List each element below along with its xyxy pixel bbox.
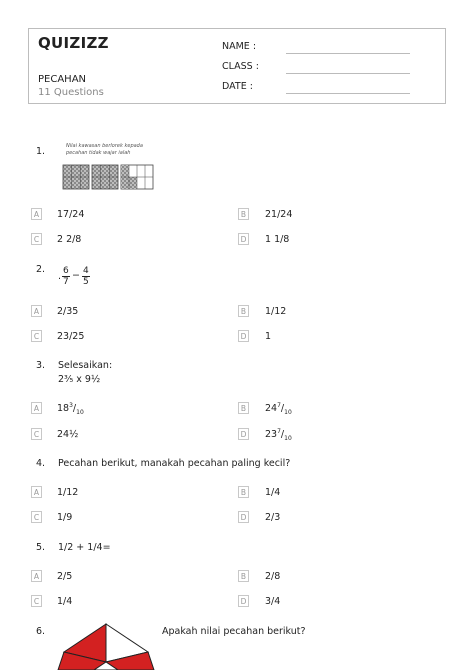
question-text: 1/2 + 1/4= — [58, 542, 111, 553]
option-letter-b[interactable]: B — [238, 208, 249, 220]
option-d-text[interactable]: 1 — [265, 331, 272, 342]
instruction-line: pecahan tidak wajar ialah — [66, 150, 131, 156]
question-number: 4. — [36, 458, 46, 469]
numerator: 7 — [277, 428, 281, 435]
shaded-grid-figure — [62, 164, 154, 190]
option-c-text[interactable]: 1/4 — [57, 596, 73, 607]
instruction-line: Nilai kawasan berlorek kepada — [66, 143, 143, 149]
option-d-text[interactable]: 2/3 — [265, 512, 281, 523]
option-d-text[interactable]: 3/4 — [265, 596, 281, 607]
class-label: CLASS : — [222, 61, 259, 72]
minus-operator: − — [72, 270, 80, 281]
fraction-1-numerator: 6 — [63, 266, 69, 276]
option-letter-d[interactable]: D — [238, 511, 249, 523]
quizizz-logo: QUIZIZZ — [38, 34, 109, 52]
worksheet-title: PECAHAN — [38, 74, 87, 85]
question-text: Selesaikan: — [58, 360, 113, 371]
fraction-2-denominator: 5 — [83, 277, 89, 287]
whole-part: 18 — [57, 403, 70, 415]
option-letter-c[interactable]: C — [31, 595, 42, 607]
whole-part: 24 — [265, 403, 278, 415]
option-letter-a[interactable]: A — [31, 305, 42, 317]
name-field[interactable] — [286, 53, 410, 54]
option-letter-c[interactable]: C — [31, 330, 42, 342]
option-letter-d[interactable]: D — [238, 330, 249, 342]
pentagon-fraction-figure — [54, 622, 158, 670]
question-number: 1. — [36, 146, 46, 157]
option-d-text[interactable]: $23^7/_{10}$ — [265, 428, 292, 443]
option-letter-a[interactable]: A — [31, 208, 42, 220]
question-text: Pecahan berikut, manakah pecahan paling kecil? — [58, 458, 291, 469]
fraction-1 — [62, 266, 70, 287]
denominator: 10 — [76, 409, 84, 417]
option-c-text[interactable]: 24½ — [57, 429, 79, 440]
option-b-text[interactable]: 21/24 — [265, 209, 293, 220]
option-letter-a[interactable]: A — [31, 570, 42, 582]
denominator: 10 — [284, 435, 292, 443]
option-b-text[interactable]: 2/8 — [265, 571, 281, 582]
option-a-text[interactable]: 2/5 — [57, 571, 73, 582]
question-number: 5. — [36, 542, 46, 553]
fraction-2 — [82, 266, 90, 287]
fraction-2-numerator: 4 — [83, 266, 89, 276]
name-label: NAME : — [222, 41, 257, 52]
option-b-text[interactable]: 1/4 — [265, 487, 281, 498]
option-b-text[interactable]: 1/12 — [265, 306, 287, 317]
question-text: Apakah nilai pecahan berikut? — [162, 626, 306, 637]
question-number: 6. — [36, 626, 46, 637]
question-expression: 2⅗ x 9½ — [58, 374, 101, 385]
option-a-text[interactable]: 17/24 — [57, 209, 85, 220]
question-number: 3. — [36, 360, 46, 371]
question-number: 2. — [36, 264, 46, 275]
option-letter-c[interactable]: C — [31, 511, 42, 523]
option-a-text[interactable]: 1/12 — [57, 487, 79, 498]
option-a-text[interactable]: 2/35 — [57, 306, 79, 317]
option-b-text[interactable]: $24^7/_{10}$ — [265, 402, 292, 417]
option-letter-b[interactable]: B — [238, 570, 249, 582]
option-letter-d[interactable]: D — [238, 428, 249, 440]
date-label: DATE : — [222, 81, 253, 92]
whole-part: 23 — [265, 429, 278, 441]
option-d-text[interactable]: 1 1/8 — [265, 234, 290, 245]
option-letter-c[interactable]: C — [31, 233, 42, 245]
option-letter-d[interactable]: D — [238, 595, 249, 607]
option-letter-a[interactable]: A — [31, 486, 42, 498]
option-letter-a[interactable]: A — [31, 402, 42, 414]
class-field[interactable] — [286, 73, 410, 74]
fraction-1-denominator: 7 — [63, 277, 69, 287]
date-field[interactable] — [286, 93, 410, 94]
numerator: 3 — [69, 402, 73, 409]
option-letter-c[interactable]: C — [31, 428, 42, 440]
option-letter-b[interactable]: B — [238, 402, 249, 414]
question-instruction — [66, 143, 143, 157]
option-c-text[interactable]: 1/9 — [57, 512, 73, 523]
option-letter-b[interactable]: B — [238, 486, 249, 498]
option-letter-b[interactable]: B — [238, 305, 249, 317]
expression-prefix: . — [58, 271, 62, 282]
option-c-text[interactable]: 23/25 — [57, 331, 85, 342]
option-a-text[interactable]: $18^3/_{10}$ — [57, 402, 84, 417]
question-count: 11 Questions — [38, 87, 104, 98]
option-letter-d[interactable]: D — [238, 233, 249, 245]
option-c-text[interactable]: 2 2/8 — [57, 234, 82, 245]
denominator: 10 — [284, 409, 292, 417]
numerator: 7 — [277, 402, 281, 409]
